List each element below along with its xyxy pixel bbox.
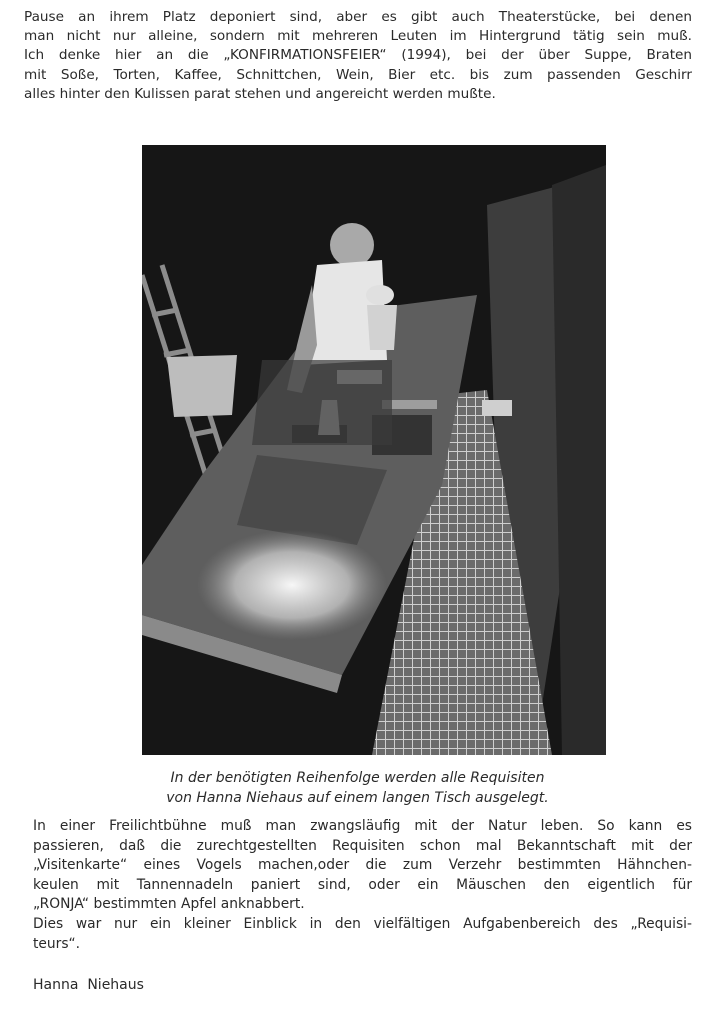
photo-props-table [142,145,606,755]
photo-caption [0,768,715,808]
body-line: „RONJA“ bestimmten Apfel anknabbert. [33,896,305,913]
intro-line: Pause an ihrem Platz deponiert sind, aber es gibt auch Theaterstücke, bei denen [24,9,692,25]
photo-illustration [142,145,606,755]
intro-line: Ich denke hier an die „KONFIRMATIONSFEIER“ (1994), bei der über Suppe, Braten [24,47,692,64]
body-line: passieren, daß die zurechtgestellten Requisiten schon mal Bekanntschaft mit der [33,837,692,854]
author-signature: Hanna Niehaus [33,977,144,993]
intro-paragraph [24,8,692,104]
intro-line: mit Soße, Torten, Kaffee, Schnittchen, Wein, Bier etc. bis zum passenden Geschirr [24,66,692,83]
body-paragraph [33,817,692,954]
body-line: teurs“. [33,935,81,952]
caption-line: In der benötigten Reihenfolge werden alle Requisiten [170,770,545,786]
body-line: „Visitenkarte“ eines Vogels machen,oder die zum Verzehr bestimmten Hähnchen- [33,857,692,874]
body-line: In einer Freilichtbühne muß man zwangsläufig mit der Natur leben. So kann es [33,818,692,834]
body-line: keulen mit Tannennadeln paniert sind, oder ein Mäuschen den eigentlich für [33,876,692,893]
caption-line: von Hanna Niehaus auf einem langen Tisch ausgelegt. [166,790,549,806]
intro-line: man nicht nur alleine, sondern mit mehreren Leuten im Hintergrund tätig sein muß. [24,28,692,45]
intro-line: alles hinter den Kulissen parat stehen und angereicht werden mußte. [24,85,496,102]
body-line: Dies war nur ein kleiner Einblick in den vielfältigen Aufgabenbereich des „Requisi- [33,915,692,932]
